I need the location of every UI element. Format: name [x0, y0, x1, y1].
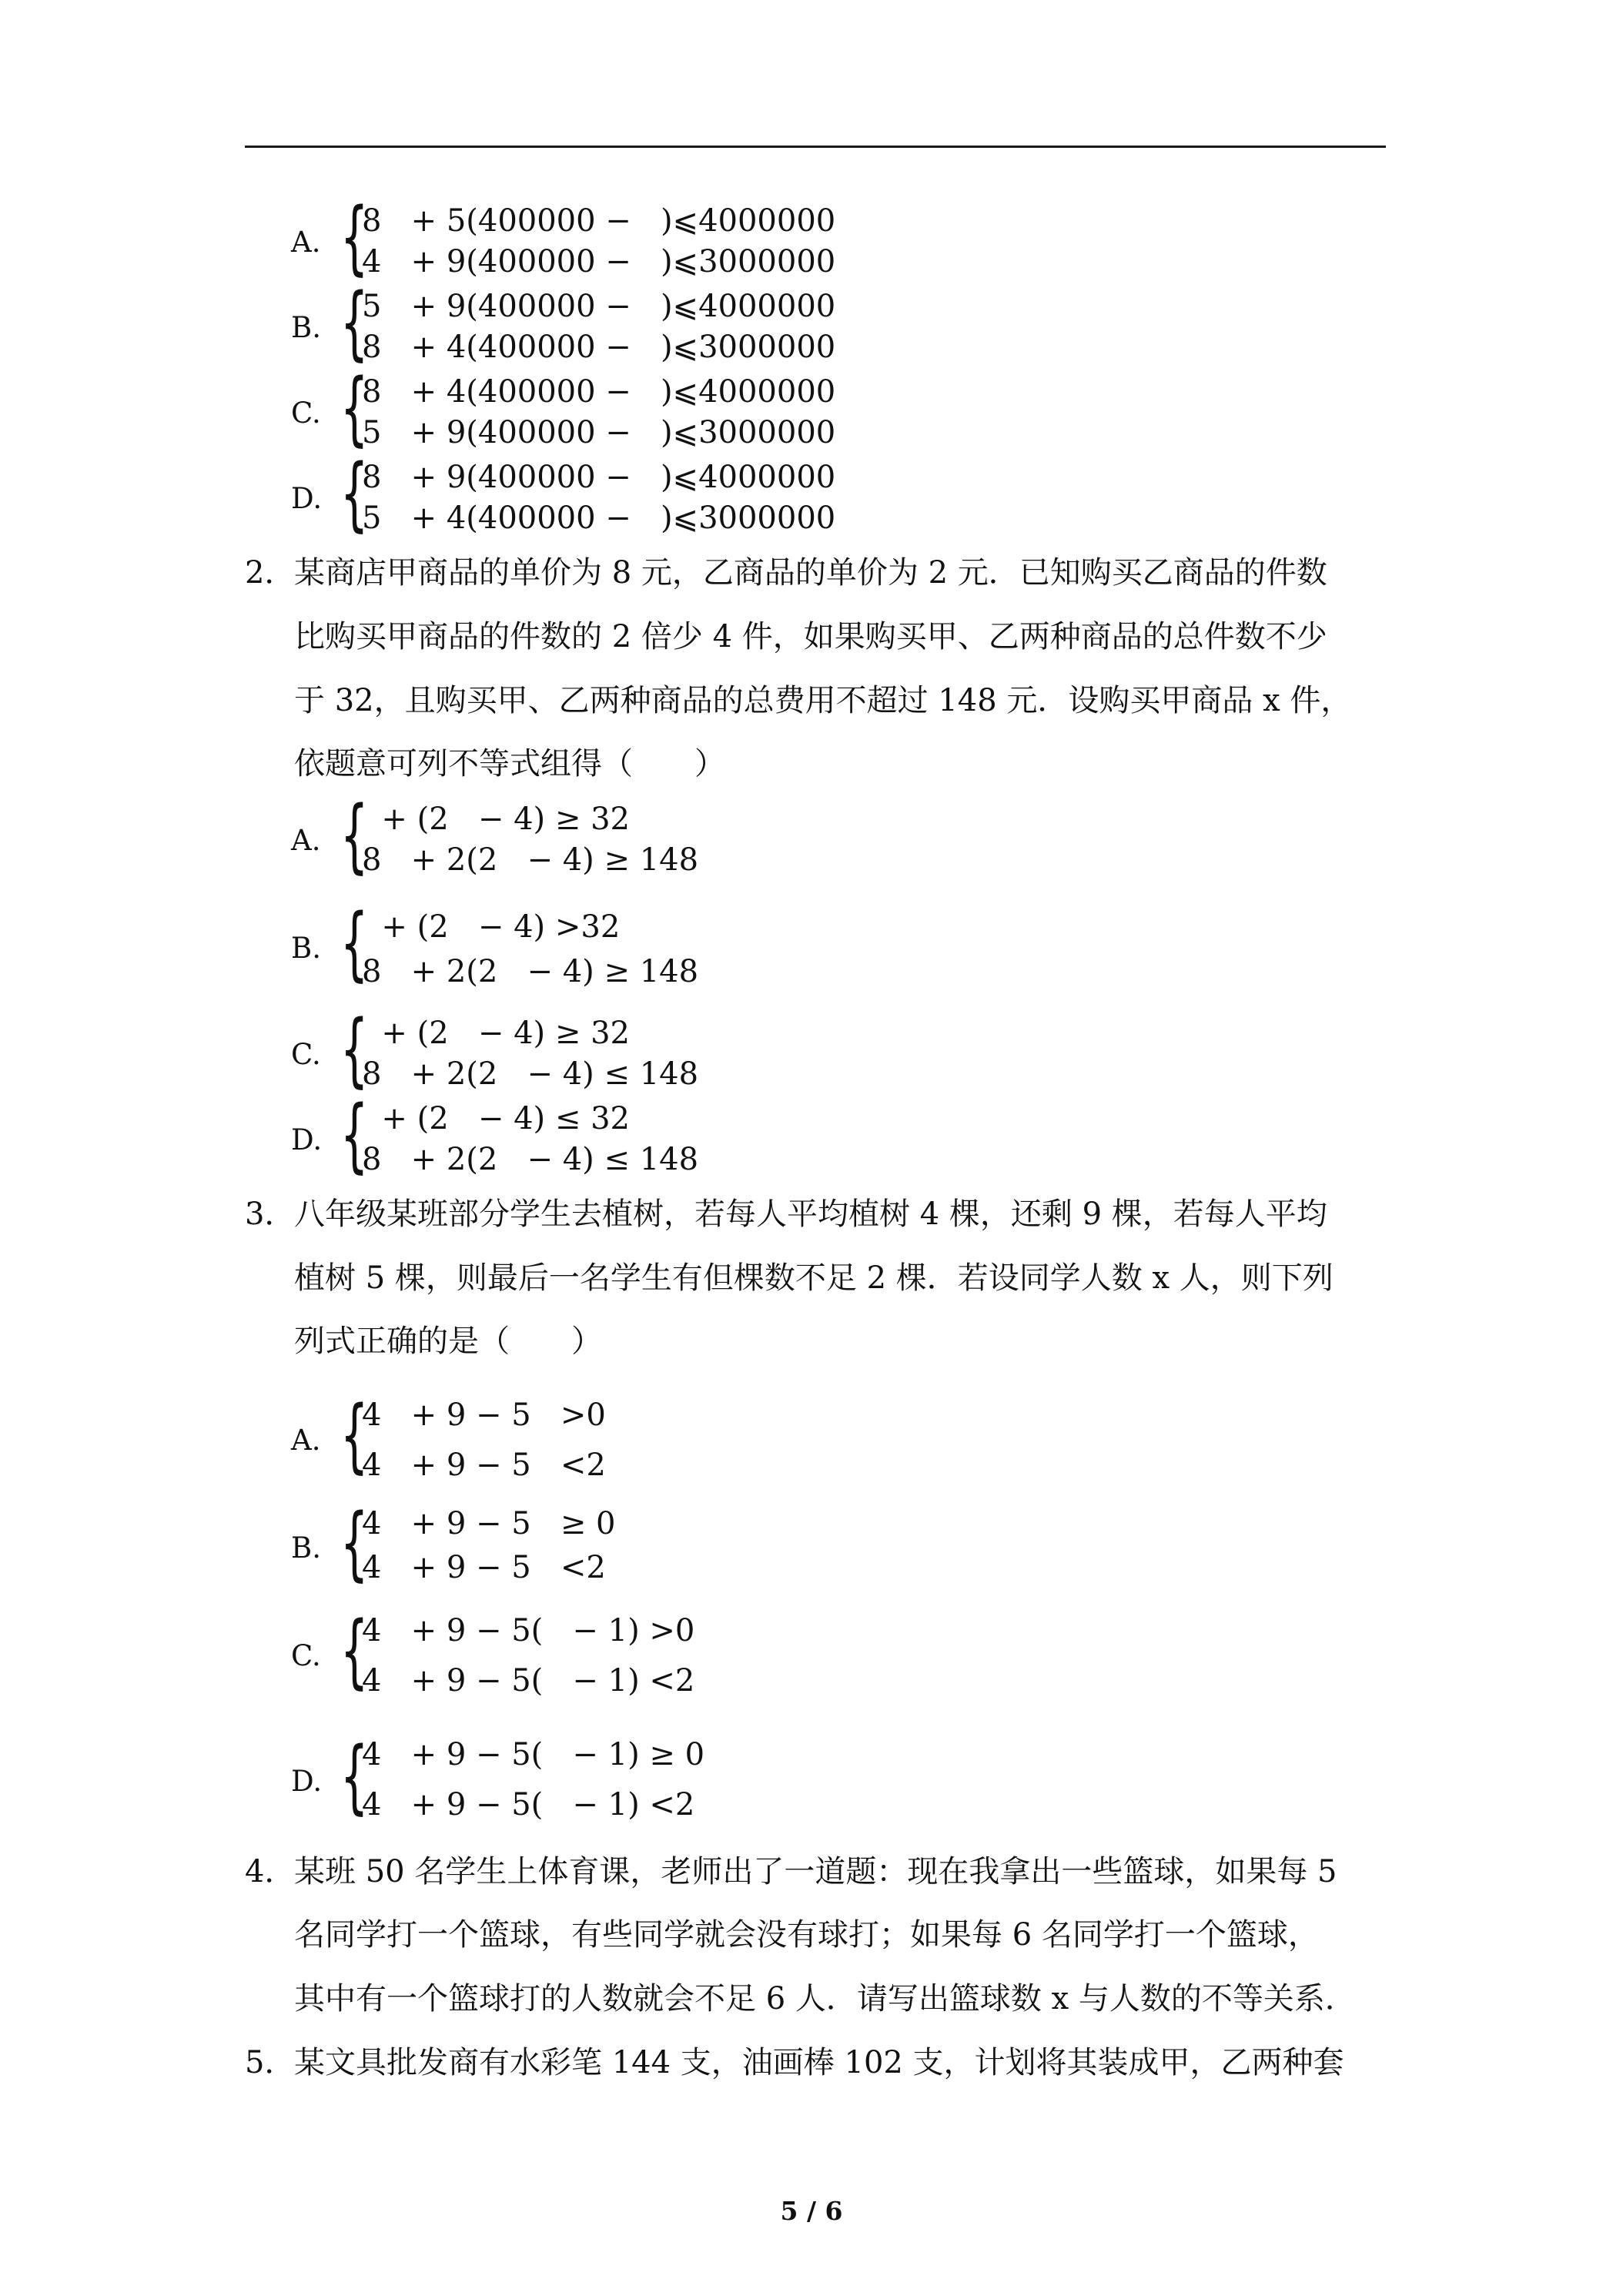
question-number: 3． — [245, 1197, 296, 1232]
option-label: C. — [291, 397, 321, 430]
equation-line: 4 + 9 − 5 ≥ 0 — [362, 1506, 616, 1541]
left-brace: { — [340, 1002, 369, 1096]
equation-line: 8 + 2(2 − 4) ≥ 148 — [362, 842, 699, 878]
equation-line: 4 + 9 − 5( − 1) <2 — [362, 1663, 695, 1699]
left-brace: { — [340, 1088, 369, 1182]
equation-line: + (2 − 4) ≤ 32 — [362, 1101, 630, 1136]
question-text-line: 某班 50 名学生上体育课，老师出了一道题：现在我拿出一些篮球，如果每 5 — [294, 1854, 1337, 1889]
equation-line: 4 + 9(400000 − )⩽3000000 — [362, 244, 836, 279]
equation-line: 8 + 4(400000 − )⩽4000000 — [362, 374, 836, 410]
question-number: 5． — [245, 2045, 296, 2080]
option-label: B. — [291, 932, 321, 965]
equation-line: 5 + 9(400000 − )⩽4000000 — [362, 289, 836, 324]
option-label: A. — [291, 824, 321, 857]
left-brace: { — [340, 361, 369, 455]
left-brace: { — [340, 1604, 369, 1698]
equation-line: 8 + 2(2 − 4) ≤ 148 — [362, 1142, 699, 1177]
question-text-line: 某文具批发商有水彩笔 144 支，油画棒 102 支，计划将其装成甲，乙两种套 — [294, 2045, 1344, 2080]
question-text-line: 植树 5 棵，则最后一名学生有但棵数不足 2 棵．若设同学人数 x 人，则下列 — [294, 1260, 1334, 1296]
equation-line: 4 + 9 − 5 <2 — [362, 1550, 606, 1585]
question-text-line: 列式正确的是（ ） — [294, 1324, 602, 1359]
option-label: C. — [291, 1038, 321, 1071]
equation-line: 4 + 9 − 5 <2 — [362, 1448, 606, 1483]
question-text-line: 依题意可列不等式组得（ ） — [294, 746, 725, 782]
left-brace: { — [340, 1496, 369, 1590]
question-text-line: 其中有一个篮球打的人数就会不足 6 人．请写出篮球数 x 与人数的不等关系． — [294, 1981, 1356, 2017]
option-label: D. — [291, 1123, 323, 1156]
left-brace: { — [340, 788, 369, 882]
left-brace: { — [340, 447, 369, 541]
equation-line: 8 + 9(400000 − )⩽4000000 — [362, 460, 836, 495]
option-label: A. — [291, 226, 321, 259]
equation-line: 4 + 9 − 5 >0 — [362, 1397, 606, 1433]
question-text-line: 比购买甲商品的件数的 2 倍少 4 件，如果购买甲、乙两种商品的总件数不少 — [294, 619, 1327, 654]
equation-line: + (2 − 4) >32 — [362, 909, 621, 945]
equation-line: 8 + 4(400000 − )⩽3000000 — [362, 330, 836, 365]
option-label: A. — [291, 1424, 321, 1457]
equation-line: 5 + 9(400000 − )⩽3000000 — [362, 415, 836, 450]
question-number: 4． — [245, 1854, 296, 1889]
question-text-line: 名同学打一个篮球，有些同学就会没有球打；如果每 6 名同学打一个篮球， — [294, 1917, 1319, 1953]
equation-line: 4 + 9 − 5( − 1) ≥ 0 — [362, 1737, 705, 1772]
option-label: C. — [291, 1639, 321, 1672]
equation-line: 8 + 2(2 − 4) ≥ 148 — [362, 954, 699, 989]
equation-line: + (2 − 4) ≥ 32 — [362, 802, 630, 837]
question-number: 2． — [245, 555, 296, 591]
left-brace: { — [340, 1729, 369, 1823]
left-brace: { — [340, 190, 369, 284]
left-brace: { — [340, 276, 369, 370]
question-text-line: 于 32，且购买甲、乙两种商品的总费用不超过 148 元．设购买甲商品 x 件， — [294, 683, 1352, 718]
equation-line: 8 + 5(400000 − )⩽4000000 — [362, 203, 836, 239]
equation-line: 8 + 2(2 − 4) ≤ 148 — [362, 1056, 699, 1092]
option-label: B. — [291, 311, 321, 344]
option-label: D. — [291, 482, 323, 515]
equation-line: 5 + 4(400000 − )⩽3000000 — [362, 500, 836, 536]
left-brace: { — [340, 896, 369, 990]
header-rule — [245, 146, 1386, 148]
question-text-line: 八年级某班部分学生去植树，若每人平均植树 4 棵，还剩 9 棵，若每人平均 — [294, 1197, 1327, 1232]
page-number: 5 / 6 — [780, 2196, 843, 2226]
left-brace: { — [340, 1388, 369, 1482]
question-text-line: 某商店甲商品的单价为 8 元，乙商品的单价为 2 元．已知购买乙商品的件数 — [294, 555, 1327, 591]
option-label: B. — [291, 1531, 321, 1565]
equation-line: 4 + 9 − 5( − 1) <2 — [362, 1787, 695, 1822]
equation-line: 4 + 9 − 5( − 1) >0 — [362, 1613, 695, 1648]
equation-line: + (2 − 4) ≥ 32 — [362, 1016, 630, 1051]
option-label: D. — [291, 1765, 323, 1798]
